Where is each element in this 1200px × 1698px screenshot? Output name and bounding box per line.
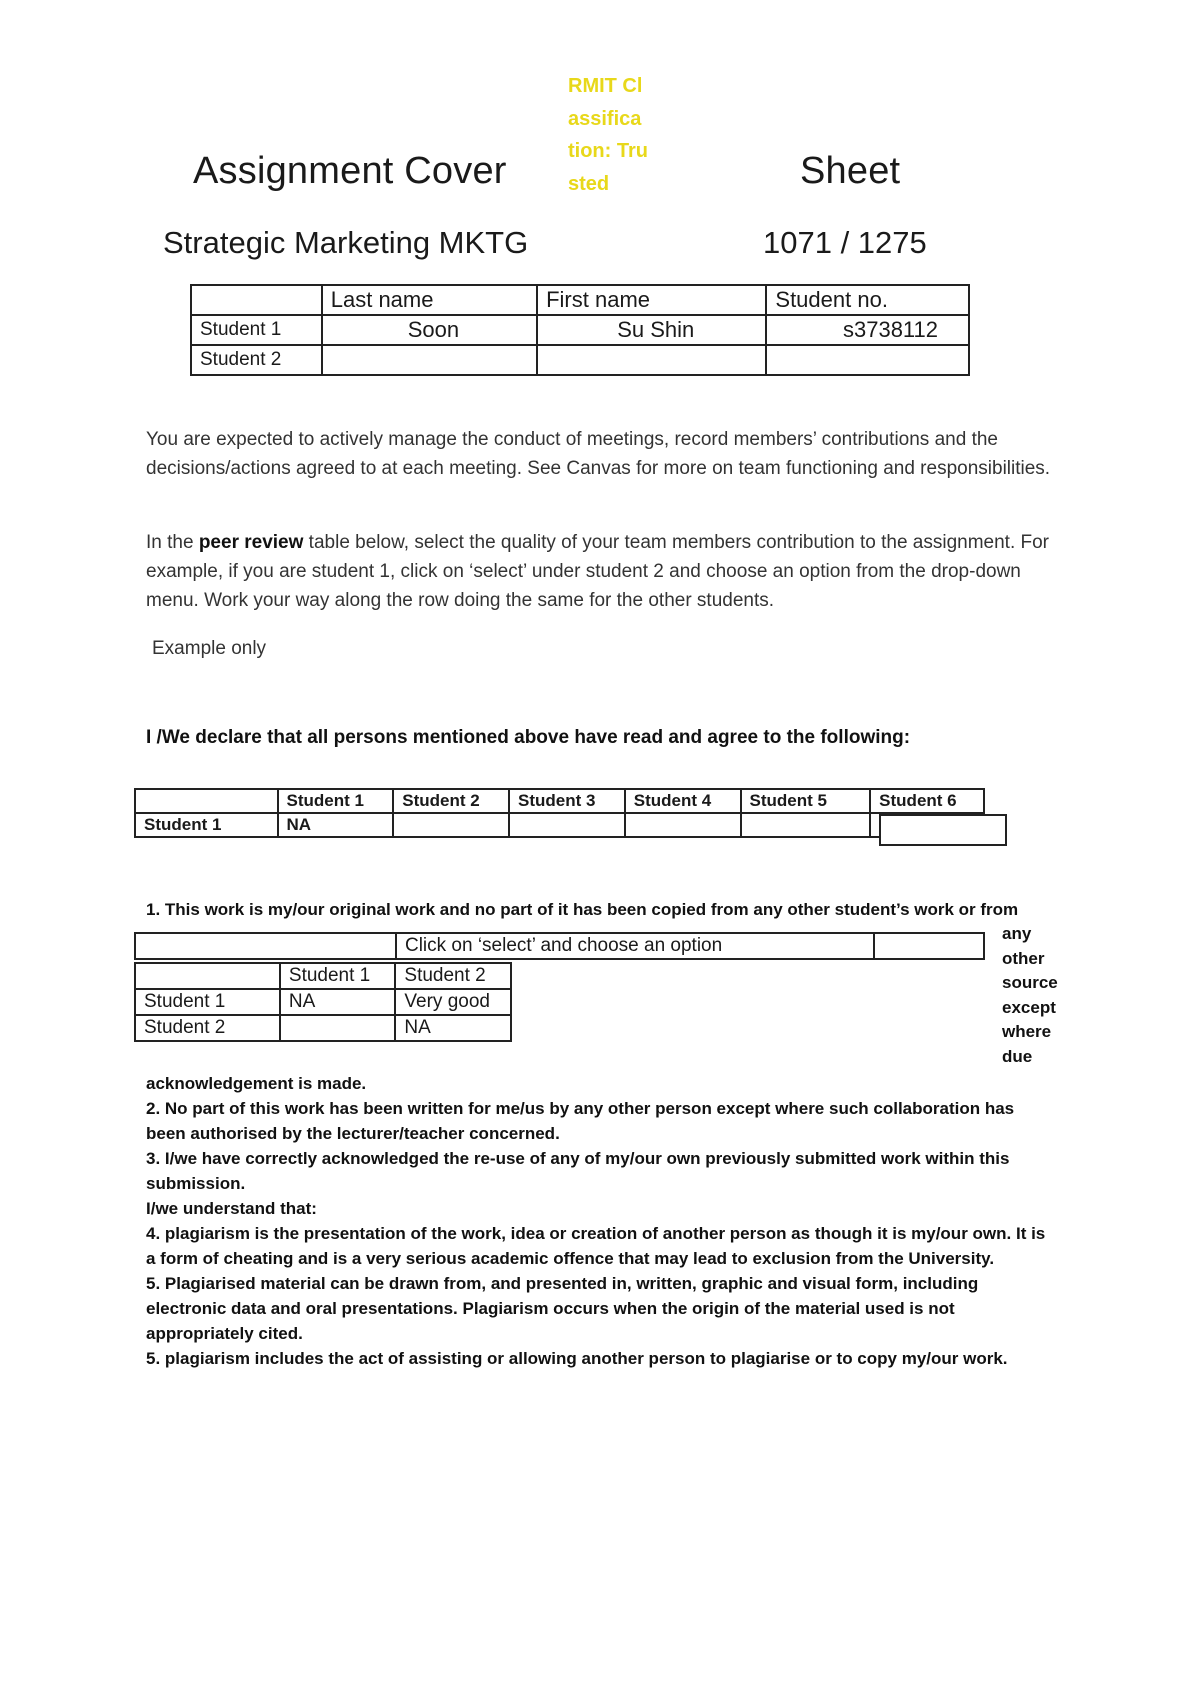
page-title-sheet: Sheet	[800, 150, 901, 192]
instructions-paragraph-1: You are expected to actively manage the conduct of meetings, record members’ contributions and the decisions/actions agreed to at each meeting. See Canvas for more on team functioning and responsibilities.	[146, 429, 1051, 479]
declaration-item-5: 5. Plagiarised material can be drawn from, and presented in, written, graphic and visual form, including electronic data and oral presentations. Plagiarism occurs when the origin of the material used is not appropriately cited.	[146, 1274, 979, 1343]
option-select[interactable]	[874, 933, 984, 959]
row-label: Student 2	[135, 1015, 280, 1041]
row-label: Student 2	[191, 345, 322, 375]
table-header-cell	[191, 285, 322, 315]
choice-instruction: Click on ‘select’ and choose an option	[396, 933, 874, 959]
rating-cell: NA	[395, 1015, 511, 1041]
page-title: Assignment Cover	[193, 150, 507, 192]
table-row	[191, 315, 969, 345]
table-cell-empty	[135, 933, 396, 959]
wrap-word: due	[1002, 1046, 1033, 1066]
table-header-cell	[135, 963, 280, 989]
table-header-row	[135, 789, 984, 813]
wrap-word: where	[1002, 1022, 1052, 1041]
table-header-cell: Student 5	[741, 789, 871, 813]
row-label: Student 1	[135, 813, 278, 837]
declaration-body	[146, 1071, 1046, 1371]
students-table	[190, 284, 970, 376]
wrap-word: any	[1002, 924, 1032, 943]
table-header-cell: Student 1	[280, 963, 396, 989]
declaration-item-1-wrap	[1002, 922, 1068, 1069]
declaration-understand: I/we understand that:	[146, 1199, 317, 1218]
peer-rating-select[interactable]	[509, 813, 625, 837]
table-row	[135, 813, 984, 837]
instructions-suffix: table below, select the quality of your team members contribution to the assignment. For example, if you are student 1, click on ‘select’ under student 2 and choose an option from the drop-down menu. Work your way along the row doing the same for the other students.	[146, 532, 1050, 611]
peer-rating-select[interactable]	[393, 813, 509, 837]
classification-label: RMIT Classification: Trusted	[568, 75, 648, 195]
course-codes: 1071 / 1275	[763, 225, 927, 260]
declaration-item-6: 5. plagiarism includes the act of assisting or allowing another person to plagiarise or to copy my/our work.	[146, 1349, 1008, 1368]
declaration-heading: I /We declare that all persons mentioned above have read and agree to the following:	[146, 727, 911, 748]
last-name-cell[interactable]: Soon	[322, 315, 537, 345]
table-header-cell: Student no.	[766, 285, 969, 315]
rating-matrix-table	[134, 962, 512, 1042]
dropdown-field[interactable]	[879, 814, 1007, 846]
table-row	[135, 989, 511, 1015]
table-row	[135, 1015, 511, 1041]
table-header-cell: Student 3	[509, 789, 625, 813]
wrap-word: source	[1002, 973, 1058, 992]
student-number-cell[interactable]: s3738112	[766, 315, 969, 345]
row-label: Student 1	[135, 989, 280, 1015]
table-header-cell: Student 4	[625, 789, 741, 813]
student-number-cell[interactable]	[766, 345, 969, 375]
peer-rating-cell: NA	[278, 813, 394, 837]
first-name-cell[interactable]	[537, 345, 766, 375]
example-label: Example only	[152, 638, 267, 659]
peer-review-term: peer review	[198, 532, 304, 553]
peer-rating-select[interactable]	[741, 813, 871, 837]
rating-cell: NA	[280, 989, 396, 1015]
peer-rating-select[interactable]	[625, 813, 741, 837]
row-label: Student 1	[191, 315, 322, 345]
declaration-item-4: 4. plagiarism is the presentation of the work, idea or creation of another person as though it is my/our own. It is a form of cheating and is a very serious academic offence that may lead to exclusion from the University.	[146, 1224, 1046, 1268]
table-header-cell: Student 1	[278, 789, 394, 813]
wrap-word: other	[1002, 948, 1045, 968]
declaration-item-3: 3. I/we have correctly acknowledged the re-use of any of my/our own previously submitted work within this submission.	[146, 1149, 1010, 1193]
rating-select[interactable]: Very good	[395, 989, 511, 1015]
table-header-row	[135, 963, 511, 989]
rating-choice-table	[134, 932, 985, 960]
rating-select[interactable]	[280, 1015, 396, 1041]
course-name: Strategic Marketing MKTG	[163, 225, 529, 260]
last-name-cell[interactable]	[322, 345, 537, 375]
table-header-cell: Student 2	[393, 789, 509, 813]
table-header-cell: Student 2	[395, 963, 511, 989]
table-header-row	[191, 285, 969, 315]
table-header-cell	[135, 789, 278, 813]
peer-review-table	[134, 788, 985, 838]
table-row	[135, 933, 984, 959]
instructions-prefix: In the	[146, 532, 199, 553]
table-header-cell: Last name	[322, 285, 537, 315]
declaration-item-1-end: acknowledgement is made.	[146, 1074, 367, 1093]
table-row	[191, 345, 969, 375]
wrap-word: except	[1002, 997, 1056, 1017]
first-name-cell[interactable]: Su Shin	[537, 315, 766, 345]
table-header-cell: First name	[537, 285, 766, 315]
instructions-paragraph-2	[146, 528, 1076, 615]
table-header-cell: Student 6	[870, 789, 984, 813]
declaration-item-1: 1. This work is my/our original work and no part of it has been copied from any other student’s work or from	[146, 900, 1019, 919]
declaration-item-2: 2. No part of this work has been written for me/us by any other person except where such collaboration has been authorised by the lecturer/teacher concerned.	[146, 1099, 1015, 1143]
